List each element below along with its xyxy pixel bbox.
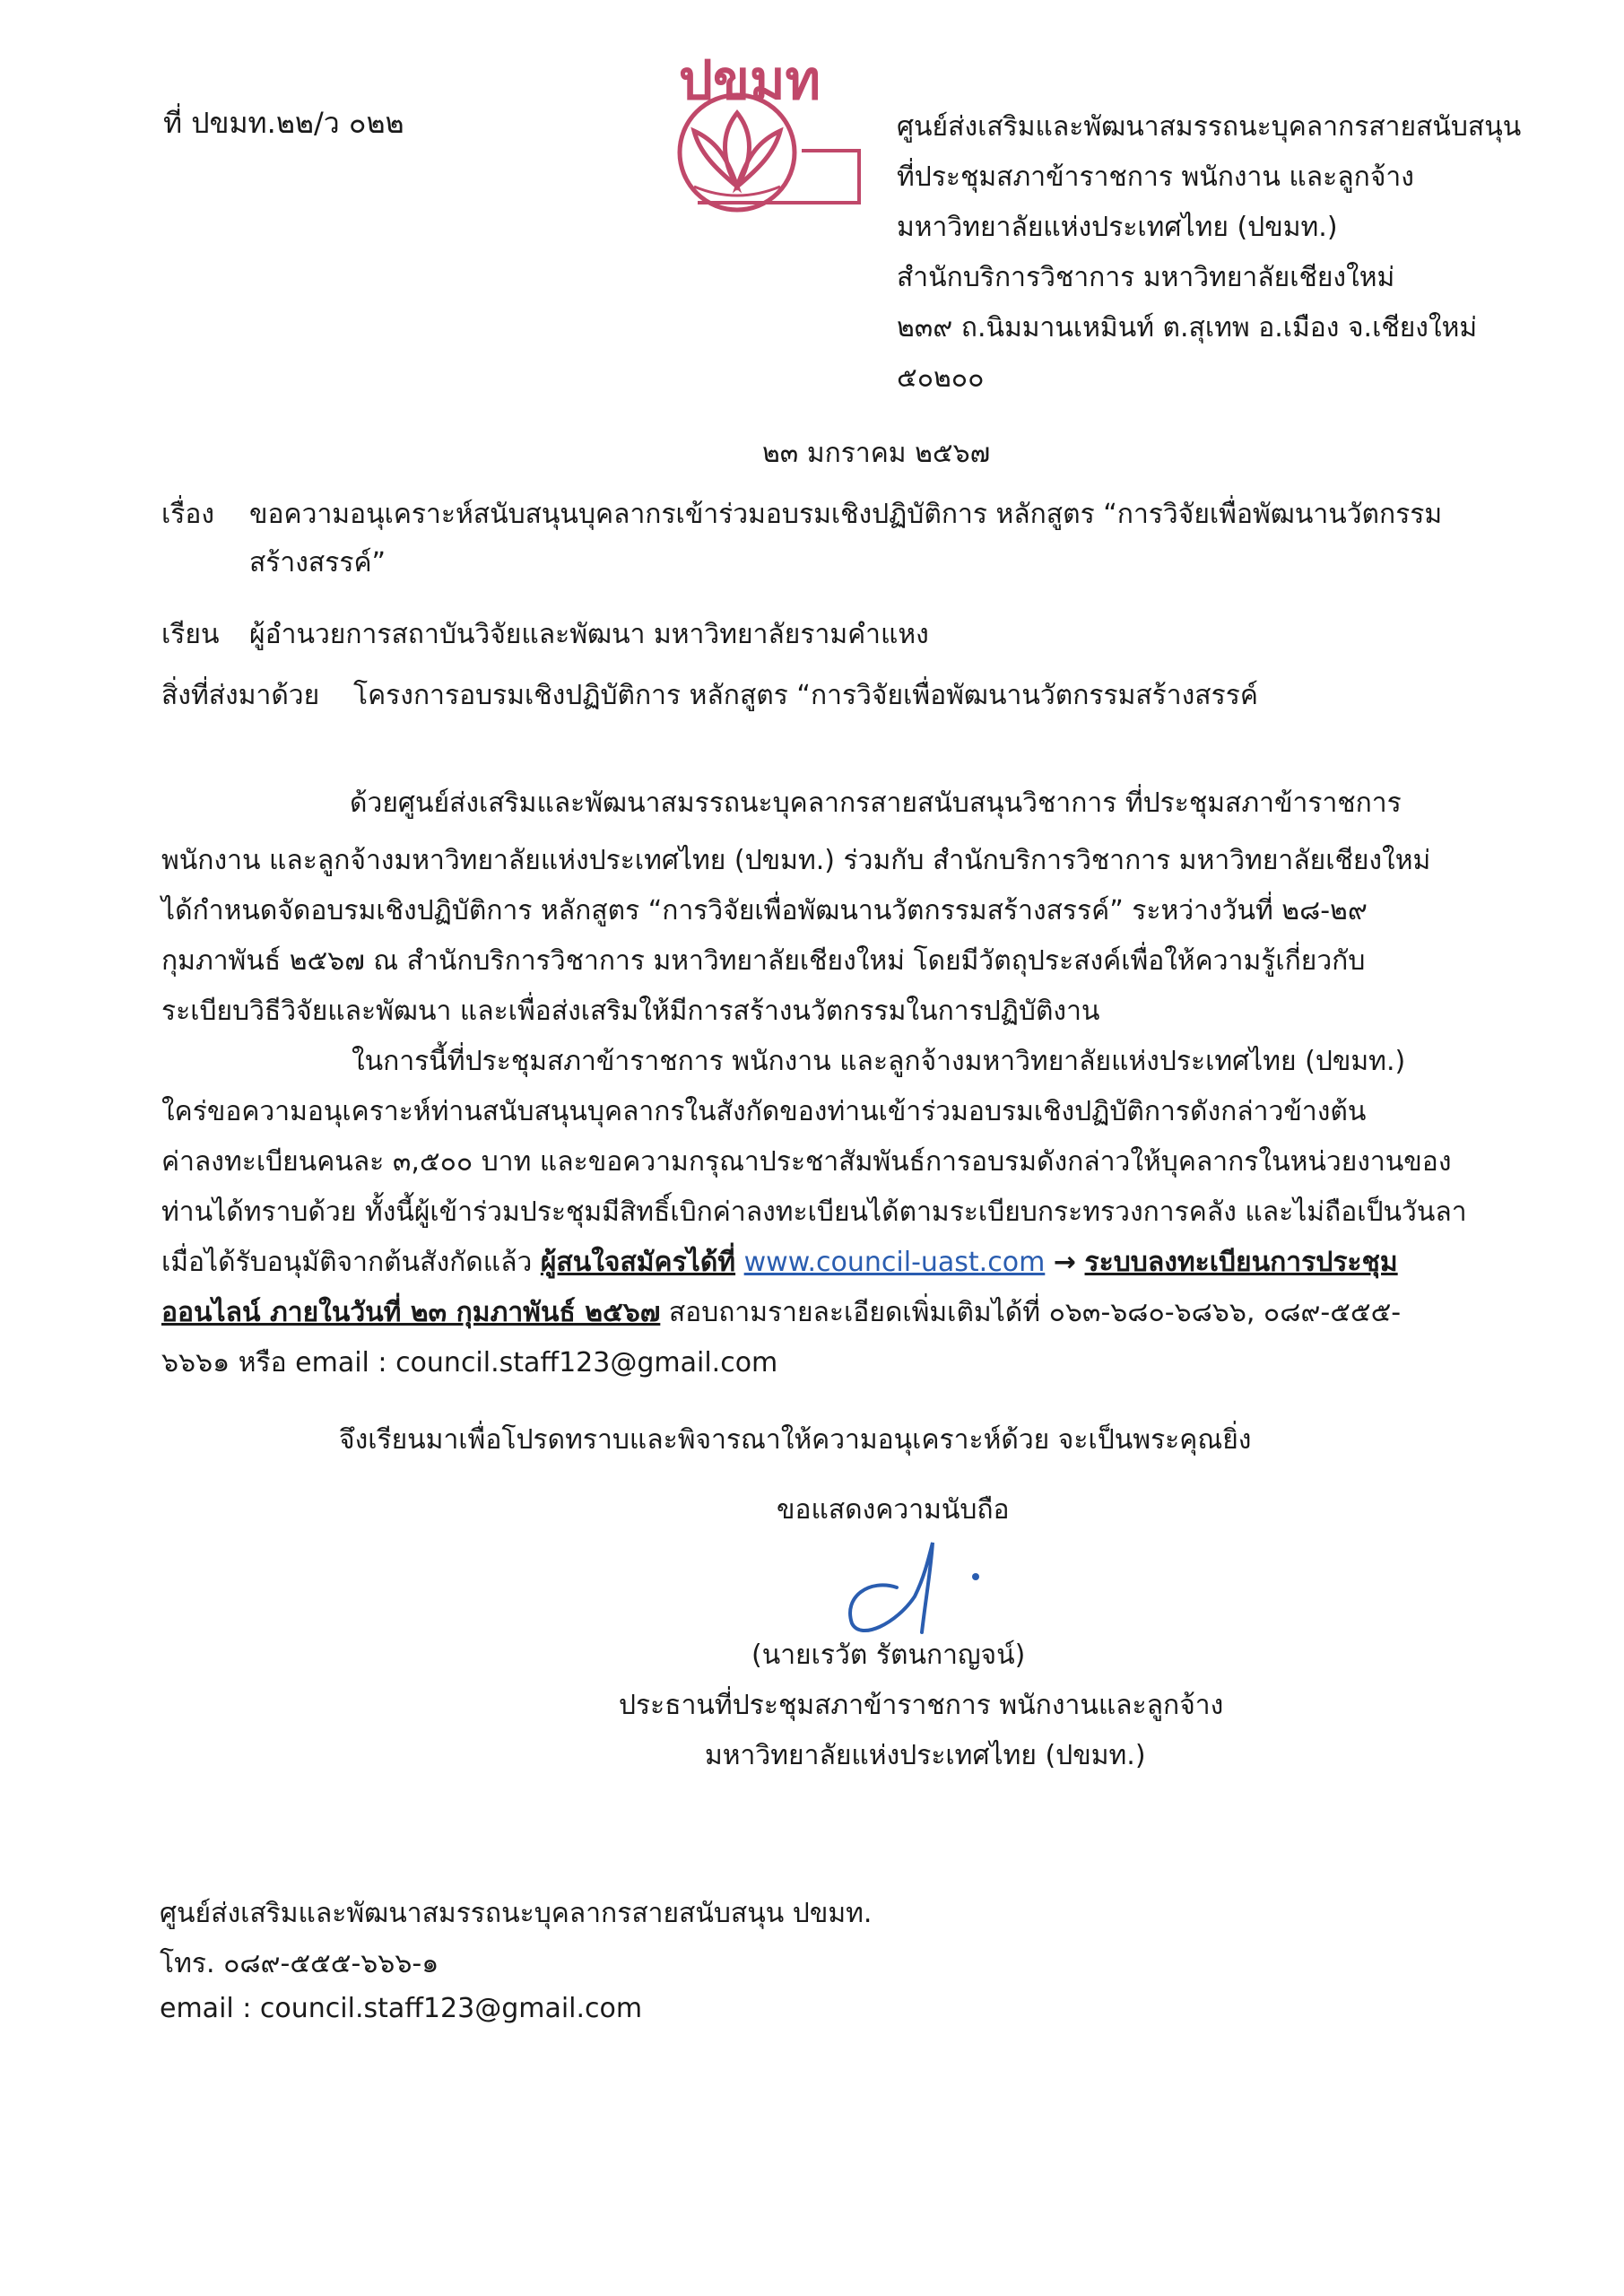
paragraph-line: ระเบียบวิธีวิจัยและพัฒนา และเพื่อส่งเสริมให้มีการสร้างนวัตกรรมในการปฏิบัติงาน [161, 996, 1100, 1027]
paragraph-line: ท่านได้ทราบด้วย ทั้งนี้ผู้เข้าร่วมประชุมมีสิทธิ์เบิกค่าลงทะเบียนได้ตามระเบียบกระทรวงการคลัง และไม่ถือเป็นวันลา [161, 1196, 1467, 1228]
registration-emphasis: ผู้สนใจสมัครได้ที่ [540, 1247, 736, 1278]
paragraph-line: ในการนี้ที่ประชุมสภาข้าราชการ พนักงาน และลูกจ้างมหาวิทยาลัยแห่งประเทศไทย (ปขมท.) [352, 1046, 1406, 1077]
address-line: ที่ประชุมสภาข้าราชการ พนักงาน และลูกจ้าง [897, 161, 1414, 193]
enclosure-label: สิ่งที่ส่งมาด้วย [161, 680, 320, 711]
enclosure-text: โครงการอบรมเชิงปฏิบัติการ หลักสูตร “การวิจัยเพื่อพัฒนานวัตกรรมสร้างสรรค์ [353, 680, 1258, 711]
registration-line [161, 1241, 1398, 1283]
regards-text: ขอแสดงความนับถือ [777, 1494, 1010, 1526]
deadline-line [161, 1292, 1401, 1334]
paragraph-line: ใคร่ขอความอนุเคราะห์ท่านสนับสนุนบุคลากรในสังกัดของท่านเข้าร่วมอบรมเชิงปฏิบัติการดังกล่าวข้างต้น [161, 1096, 1367, 1127]
signer-name: (นายเรวัต รัตนกาญจน์) [751, 1639, 1026, 1671]
registration-prefix: เมื่อได้รับอนุมัติจากต้นสังกัดแล้ว [161, 1247, 541, 1278]
address-line: ๒๓๙ ถ.นิมมานเหมินท์ ต.สุเทพ อ.เมือง จ.เชียงใหม่ [897, 312, 1478, 344]
contact-phone-text: สอบถามรายละเอียดเพิ่มเติมได้ที่ ๐๖๓-๖๘๐-๖๘๖๖, ๐๘๙-๕๕๕- [668, 1297, 1402, 1328]
footer-phone: โทร. ๐๘๙-๕๕๕-๖๖๖-๑ [160, 1948, 439, 1979]
subject-label: เรื่อง [161, 499, 215, 530]
deadline-text: ออนไลน์ ภายในวันที่ ๒๓ กุมภาพันธ์ ๒๕๖๗ [161, 1297, 661, 1328]
closing-text: จึงเรียนมาเพื่อโปรดทราบและพิจารณาให้ความอนุเคราะห์ด้วย จะเป็นพระคุณยิ่ง [339, 1424, 1252, 1456]
paragraph-line: กุมภาพันธ์ ๒๕๖๗ ณ สำนักบริการวิชาการ มหาวิทยาลัยเชียงใหม่ โดยมีวัตถุประสงค์เพื่อให้ความรู้เกี่ยวกับ [161, 945, 1366, 977]
paragraph-line: พนักงาน และลูกจ้างมหาวิทยาลัยแห่งประเทศไทย (ปขมท.) ร่วมกับ สำนักบริการวิชาการ มหาวิทยาลัยเชียงใหม่ [161, 845, 1431, 876]
footer-unit: ศูนย์ส่งเสริมและพัฒนาสมรรถนะบุคลากรสายสนับสนุน ปขมท. [160, 1898, 873, 1929]
footer-email: email : council.staff123@gmail.com [160, 1993, 643, 2024]
subject-line-2: สร้างสรรค์” [249, 547, 386, 578]
registration-system-text: ระบบลงทะเบียนการประชุม [1084, 1247, 1398, 1278]
contact-email-line: ๖๖๖๑ หรือ email : council.staff123@gmail.com [161, 1347, 778, 1378]
letter-date: ๒๓ มกราคม ๒๕๖๗ [762, 438, 991, 469]
signer-title-line-2: มหาวิทยาลัยแห่งประเทศไทย (ปขมท.) [705, 1740, 1146, 1771]
handwritten-signature [816, 1525, 1013, 1641]
paragraph-line: ด้วยศูนย์ส่งเสริมและพัฒนาสมรรถนะบุคลากรสายสนับสนุนวิชาการ ที่ประชุมสภาข้าราชการ [350, 787, 1402, 819]
subject-line-1: ขอความอนุเคราะห์สนับสนุนบุคลากรเข้าร่วมอบรมเชิงปฏิบัติการ หลักสูตร “การวิจัยเพื่อพัฒนานวัตกรรม [249, 499, 1443, 530]
sender-address [897, 106, 1521, 407]
logo-emblem-icon [679, 49, 859, 210]
registration-link[interactable]: www.council-uast.com [743, 1247, 1046, 1278]
paragraph-line: ได้กำหนดจัดอบรมเชิงปฏิบัติการ หลักสูตร “การวิจัยเพื่อพัฒนานวัตกรรมสร้างสรรค์” ระหว่างวันที่ ๒๘-๒๙ [161, 895, 1368, 926]
address-line: มหาวิทยาลัยแห่งประเทศไทย (ปขมท.) [897, 212, 1338, 243]
logo-wordmark: ปขมท [678, 49, 821, 112]
recipient-text: ผู้อำนวยการสถาบันวิจัยและพัฒนา มหาวิทยาลัยรามคำแหง [249, 619, 929, 650]
recipient-label: เรียน [161, 619, 220, 650]
address-line: ๕๐๒๐๐ [897, 362, 985, 394]
address-line: สำนักบริการวิชาการ มหาวิทยาลัยเชียงใหม่ [897, 262, 1395, 293]
document-reference: ที่ ปขมท.๒๒/ว ๐๒๒ [163, 106, 404, 140]
arrow-right-icon: → [1053, 1247, 1076, 1278]
organization-logo [644, 43, 877, 222]
address-line: ศูนย์ส่งเสริมและพัฒนาสมรรถนะบุคลากรสายสนับสนุน [897, 111, 1522, 143]
signer-title-line-1: ประธานที่ประชุมสภาข้าราชการ พนักงานและลูกจ้าง [619, 1690, 1224, 1721]
paragraph-line: ค่าลงทะเบียนคนละ ๓,๕๐๐ บาท และขอความกรุณาประชาสัมพันธ์การอบรมดังกล่าวให้บุคลากรในหน่วยงานของ [161, 1146, 1452, 1178]
